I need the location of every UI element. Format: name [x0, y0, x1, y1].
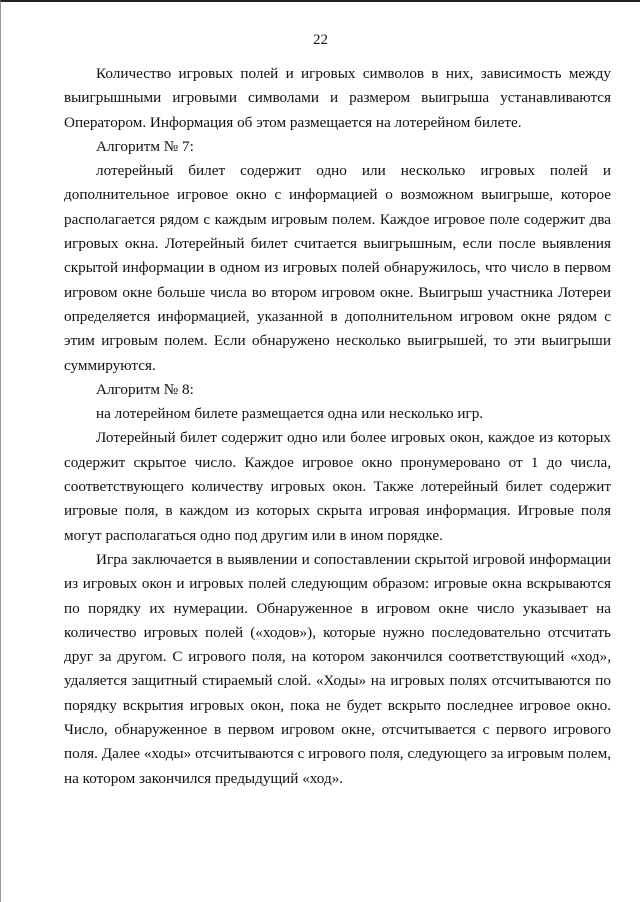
- paragraph-algorithm-8-ticket: Лотерейный билет содержит одно или более игровых окон, каждое из которых содержит скрытое число. Каждое игровое окно пронумеровано от 1 до числа, соответствующего количеству игровых окон. Также лотерейный билет содержит игровые поля, в каждом из которых скрыта игровая информация. Игровые поля могут располагаться одно под другим или в ином порядке.: [64, 429, 611, 544]
- algorithm-7-heading: Алгоритм № 7:: [96, 137, 194, 155]
- document-body: [64, 62, 611, 791]
- algorithm-8-heading: Алгоритм № 8:: [96, 380, 194, 398]
- paragraph-algorithm-8-game: Игра заключается в выявлении и сопоставлении скрытой игровой информации из игровых окон и игровых полей следующим образом: игровые окна вскрываются по порядку их нумерации. Обнаруженное в игровом окне число указывает на количество игровых полей («ходов»), которые нужно последовательно отсчитать друг за другом. С игрового поля, на котором закончился соответствующий «ход», удаляется защитный стираемый слой. «Ходы» на игровых полях отсчитываются по порядку вскрытия игровых окон, пока не будет вскрыто последнее игровое окно. Число, обнаруженное в первом игровом окне, отсчитывается с первого игрового поля. Далее «ходы» отсчитываются с игрового поля, следующего за игровым полем, на котором закончился предыдущий «ход».: [64, 550, 611, 787]
- paragraph-algorithm-7: лотерейный билет содержит одно или несколько игровых полей и дополнительное игровое окно с информацией о возможном выигрыше, которое располагается рядом с каждым игровым полем. Каждое игровое поле содержит два игровых окна. Лотерейный билет считается выигрышным, если после выявления скрытой информации в одном из игровых полей обнаружилось, что число в первом игровом окне больше числа во втором игровом окне. Выигрыш участника Лотереи определяется информацией, указанной в дополнительном игровом окне рядом с этим игровым полем. Если обнаружено несколько выигрышей, то эти выигрыши суммируются.: [64, 162, 611, 374]
- paragraph-algorithm-8-intro: на лотерейном билете размещается одна или несколько игр.: [96, 405, 484, 423]
- page-number: 22: [313, 32, 328, 48]
- paragraph-winnings-info: Количество игровых полей и игровых символов в них, зависимость между выигрышными игровыми символами и размером выигрыша устанавливаются Оператором. Информация об этом размещается на лотерейном билете.: [64, 65, 611, 131]
